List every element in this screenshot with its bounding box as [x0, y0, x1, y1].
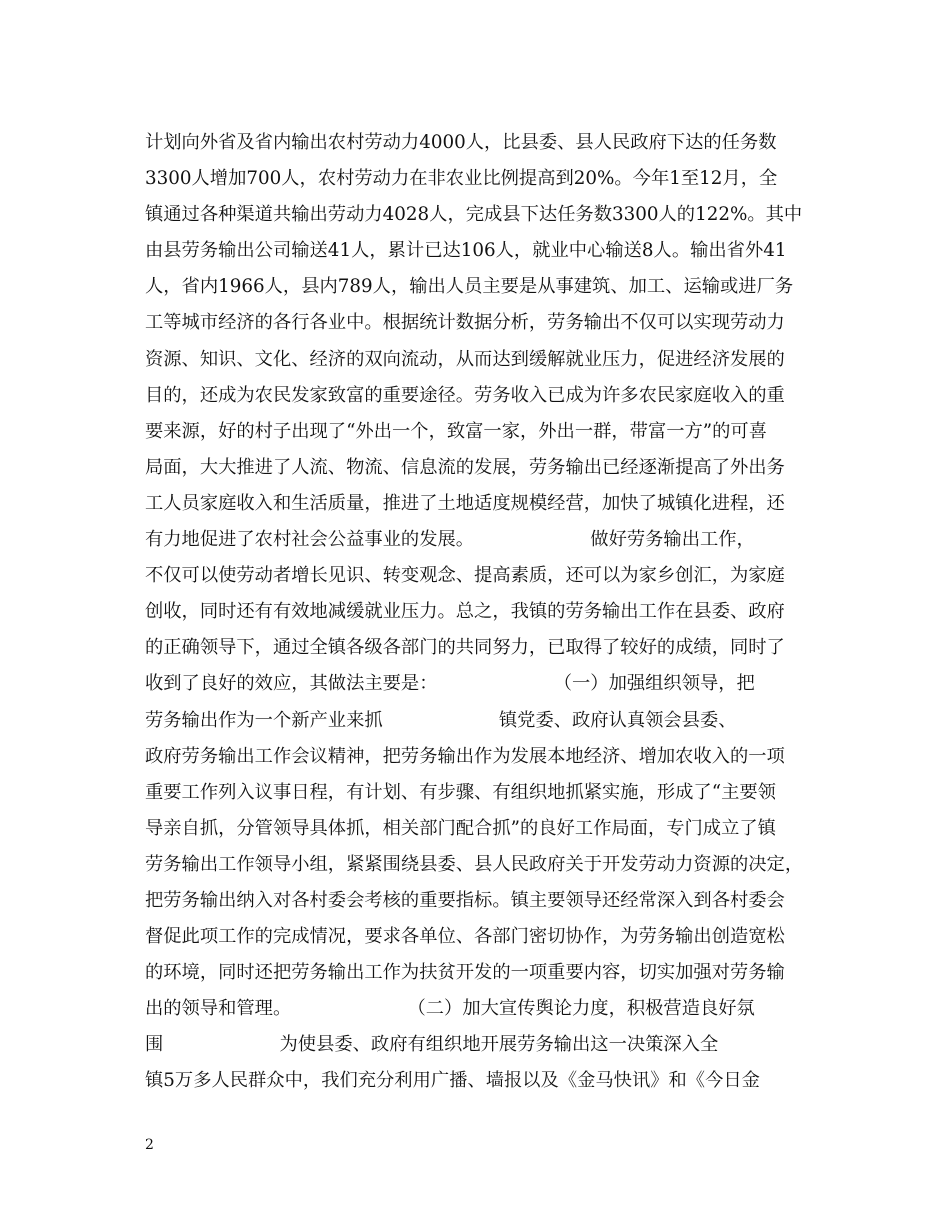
text-line: 劳务输出工作领导小组，紧紧围绕县委、县人民政府关于开发劳动力资源的决定，: [145, 853, 804, 875]
text-line: 局面，大大推进了人流、物流、信息流的发展，劳务输出已经逐渐提高了外出务: [145, 456, 785, 478]
body-text: [145, 125, 810, 1100]
text-line: 的正确领导下，通过全镇各级各部门的共同努力，已取得了较好的成绩，同时了: [145, 637, 785, 659]
text-line: 有力地促进了农村社会公益事业的发展。 做好劳务输出工作，: [145, 529, 755, 551]
text-line: 劳务输出作为一个新产业来抓 镇党委、政府认真领会县委、: [145, 709, 737, 731]
text-line: 收到了良好的效应，其做法主要是： （一）加强组织领导，把: [145, 673, 755, 695]
text-line: 要来源，好的村子出现了“外出一个，致富一家，外出一群，带富一方”的可喜: [145, 420, 767, 442]
text-line: 出的领导和管理。 （二）加大宣传舆论力度，积极营造良好氛: [145, 998, 755, 1020]
text-line: 工等城市经济的各行各业中。根据统计数据分析，劳务输出不仅可以实现劳动力: [145, 312, 785, 334]
text-line: 3300人增加700人，农村劳动力在非农业比例提高到20%。今年1至12月，全: [145, 168, 778, 190]
text-line: 由县劳务输出公司输送41人，累计已达106人，就业中心输送8人。输出省外41: [145, 240, 787, 262]
text-line: 资源、知识、文化、经济的双向流动，从而达到缓解就业压力，促进经济发展的: [145, 348, 785, 370]
text-line: 不仅可以使劳动者增长见识、转变观念、提高素质，还可以为家乡创汇，为家庭: [145, 565, 785, 587]
text-line: 创收，同时还有有效地减缓就业压力。总之，我镇的劳务输出工作在县委、政府: [145, 601, 785, 623]
text-line: 导亲自抓，分管领导具体抓，相关部门配合抓”的良好工作局面，专门成立了镇: [145, 817, 776, 839]
text-line: 镇5万多人民群众中，我们充分利用广播、墙报以及《金马快讯》和《今日金: [145, 1070, 760, 1092]
text-line: 督促此项工作的完成情况，要求各单位、各部门密切协作，为劳务输出创造宽松: [145, 926, 785, 948]
text-line: 的环境，同时还把劳务输出工作为扶贫开发的一项重要内容，切实加强对劳务输: [145, 962, 785, 984]
text-line: 把劳务输出纳入对各村委会考核的重要指标。镇主要领导还经常深入到各村委会: [145, 889, 785, 911]
page-number: 2: [145, 1137, 154, 1153]
text-line: 目的，还成为农民发家致富的重要途径。劳务收入已成为许多农民家庭收入的重: [145, 384, 785, 406]
text-line: 围 为使县委、政府有组织地开展劳务输出这一决策深入全: [145, 1034, 719, 1056]
text-line: 政府劳务输出工作会议精神，把劳务输出作为发展本地经济、增加农收入的一项: [145, 745, 785, 767]
text-line: 计划向外省及省内输出农村劳动力4000人，比县委、县人民政府下达的任务数: [145, 132, 777, 153]
text-line: 工人员家庭收入和生活质量，推进了土地适度规模经营，加快了城镇化进程，还: [145, 492, 785, 514]
text-line: 重要工作列入议事日程，有计划、有步骤、有组织地抓紧实施，形成了“主要领: [145, 781, 776, 803]
text-line: 镇通过各种渠道共输出劳动力4028人，完成县下达任务数3300人的122%。其中: [145, 204, 803, 226]
text-line: 人，省内1966人，县内789人，输出人员主要是从事建筑、加工、运输或进厂务: [145, 276, 794, 298]
